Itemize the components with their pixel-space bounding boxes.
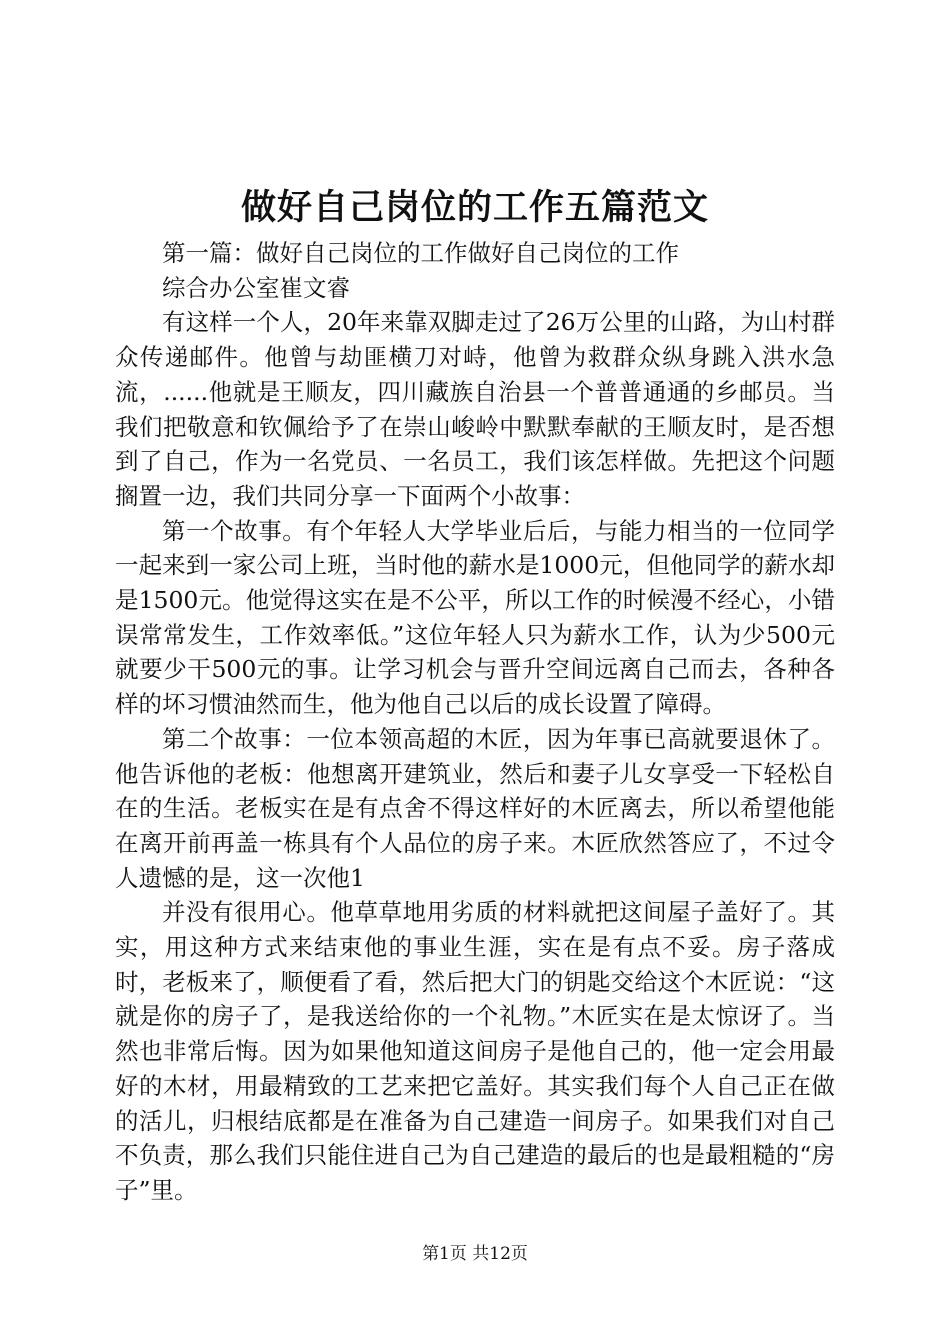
paragraph-story-two: 第二个故事：一位本领高超的木匠，因为年事已高就要退休了。他告诉他的老板：他想离开建筑业，然后和妻子儿女享受一下轻松自在的生活。老板实在是有点舍不得这样好的木匠离去，所以希望他能在离开前再盖一栋具有个人品位的房子来。木匠欣然答应了，不过令人遗憾的是，这一次他1	[115, 724, 835, 892]
page-footer: 第1页 共12页	[422, 1244, 528, 1264]
paragraph-intro: 有这样一个人，20年来靠双脚走过了26万公里的山路，为山村群众传递邮件。他曾与劫匪横刀对峙，他曾为救群众纵身跳入洪水急流，......他就是王顺友，四川藏族自治县一个普普通通的乡邮员。当我们把敬意和钦佩给予了在崇山峻岭中默默奉献的王顺友时，是否想到了自己，作为一名党员、一名员工，我们该怎样做。先把这个问题搁置一边，我们共同分享一下面两个小故事：	[115, 308, 835, 510]
document-body	[115, 236, 835, 1208]
document-title: 做好自己岗位的工作五篇范文	[240, 187, 709, 228]
paragraph-author: 综合办公室崔文睿	[162, 273, 350, 302]
paragraph-chapter-heading: 第一篇：做好自己岗位的工作做好自己岗位的工作	[162, 239, 679, 267]
paragraph-story-two-continued: 并没有很用心。他草草地用劣质的材料就把这间屋子盖好了。其实，用这种方式来结束他的事业生涯，实在是有点不妥。房子落成时，老板来了，顺便看了看，然后把大门的钥匙交给这个木匠说：“这就是你的房子了，是我送给你的一个礼物。”木匠实在是太惊讶了。当然也非常后悔。因为如果他知道这间房子是他自己的，他一定会用最好的木材，用最精致的工艺来把它盖好。其实我们每个人自己正在做的活儿，归根结底都是在准备为自己建造一间房子。如果我们对自己不负责，那么我们只能住进自己为自己建造的最后的也是最粗糙的“房子”里。	[115, 898, 835, 1204]
paragraph-story-one: 第一个故事。有个年轻人大学毕业后后，与能力相当的一位同学一起来到一家公司上班，当时他的薪水是1000元，但他同学的薪水却是1500元。他觉得这实在是不公平，所以工作的时候漫不经心，小错误常常发生，工作效率低。”这位年轻人只为薪水工作，认为少500元就要少干500元的事。让学习机会与晋升空间远离自己而去，各种各样的坏习惯油然而生，他为他自己以后的成长设置了障碍。	[115, 516, 835, 719]
